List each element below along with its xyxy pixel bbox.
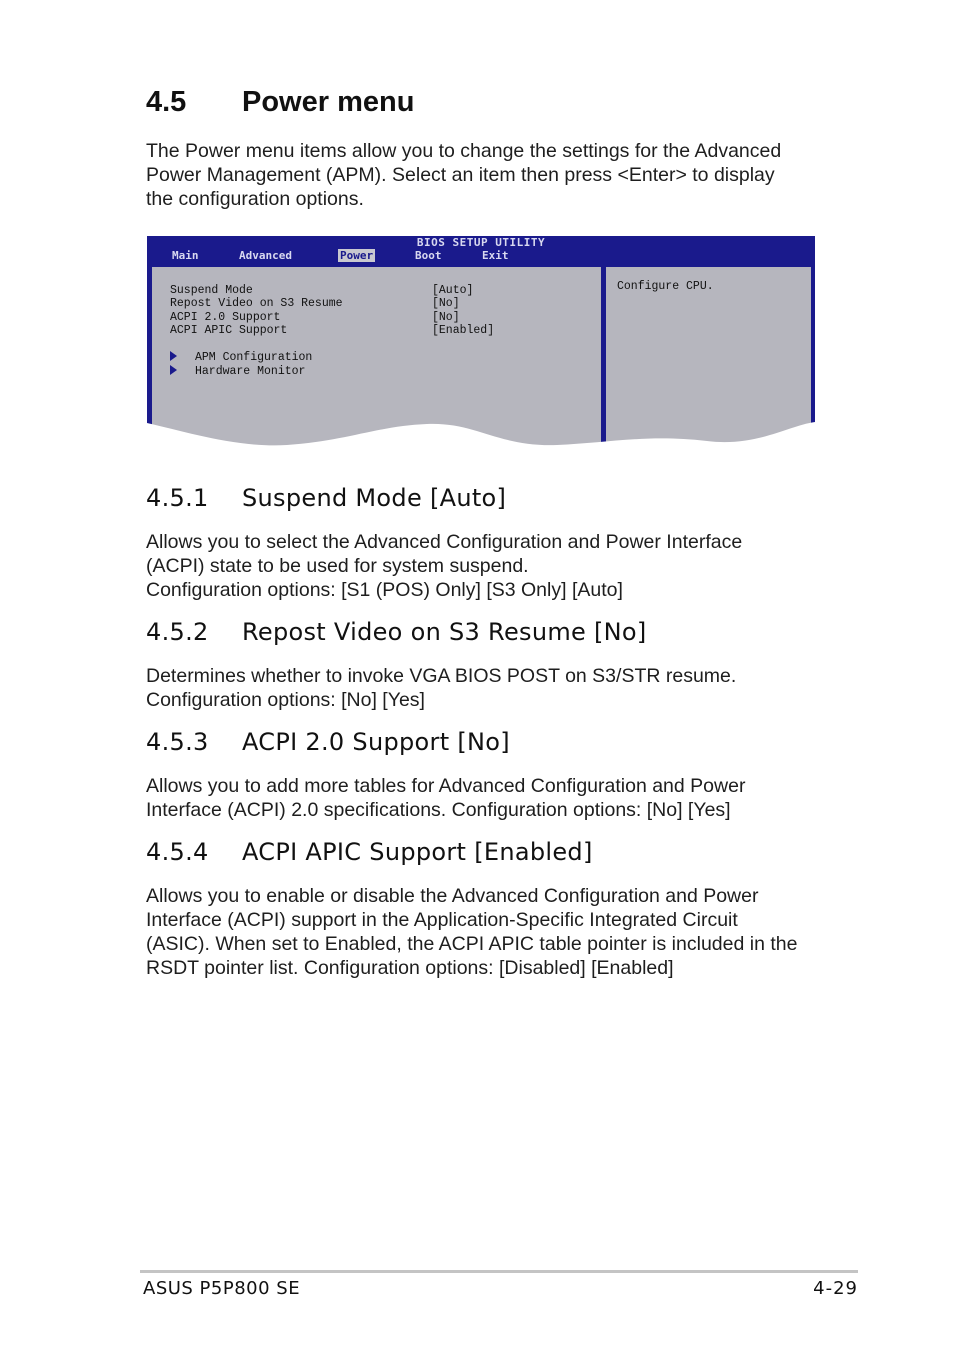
bios-item-value[interactable]: [No] (432, 297, 460, 310)
subsection-title: ACPI APIC Support [Enabled] (242, 838, 593, 866)
body-line: Allows you to enable or disable the Advanced Configuration and Power (146, 885, 759, 907)
bios-title: BIOS SETUP UTILITY (416, 236, 546, 249)
bios-item-value[interactable]: [No] (432, 311, 460, 324)
bios-item-label[interactable]: Repost Video on S3 Resume (170, 297, 343, 310)
subsection-title: Repost Video on S3 Resume [No] (242, 618, 647, 646)
intro-line: the configuration options. (146, 188, 364, 210)
bios-submenu-label: Hardware Monitor (195, 365, 306, 378)
subsection-number: 4.5.4 (146, 838, 209, 866)
bios-menu-boot[interactable]: Boot (415, 249, 442, 262)
bios-item-label[interactable]: ACPI APIC Support (170, 324, 288, 337)
subsection-body (146, 664, 826, 712)
body-line: (ASIC). When set to Enabled, the ACPI APIC table pointer is included in the (146, 933, 798, 955)
subsection-heading (146, 484, 506, 512)
body-line: Interface (ACPI) support in the Application-Specific Integrated Circuit (146, 909, 738, 931)
bios-item-label[interactable]: Suspend Mode (170, 284, 253, 297)
body-line: Configuration options: [S1 (POS) Only] [S3 Only] [Auto] (146, 579, 623, 601)
subsection-heading (146, 838, 593, 866)
subsection-heading (146, 728, 510, 756)
subsection-number: 4.5.3 (146, 728, 209, 756)
bios-menu-power[interactable]: Power (340, 249, 374, 262)
subsection-body (146, 884, 826, 980)
body-line: Determines whether to invoke VGA BIOS POST on S3/STR resume. (146, 665, 737, 687)
body-line: Configuration options: [No] [Yes] (146, 689, 425, 711)
subsection-title: Suspend Mode [Auto] (242, 484, 507, 512)
footer-product: ASUS P5P800 SE (143, 1278, 301, 1299)
intro-line: The Power menu items allow you to change the settings for the Advanced (146, 140, 782, 162)
bios-submenu-label: APM Configuration (195, 351, 313, 364)
footer-divider (140, 1270, 858, 1273)
bios-menu-exit[interactable]: Exit (482, 249, 509, 262)
section-title: Power menu (242, 86, 415, 118)
subsection-number: 4.5.2 (146, 618, 209, 646)
subsection-body (146, 774, 826, 822)
body-line: Allows you to add more tables for Advanced Configuration and Power (146, 775, 746, 797)
section-heading (146, 86, 414, 119)
subsection-heading (146, 618, 647, 646)
bios-screenshot (147, 236, 815, 448)
intro-line: Power Management (APM). Select an item then press <Enter> to display (146, 164, 775, 186)
subsection-number: 4.5.1 (146, 484, 209, 512)
section-intro (146, 139, 826, 211)
bios-item-value[interactable]: [Enabled] (432, 324, 495, 337)
body-line: Interface (ACPI) 2.0 specifications. Configuration options: [No] [Yes] (146, 799, 731, 821)
section-number: 4.5 (146, 86, 187, 118)
bios-help-text: Configure CPU. (617, 280, 714, 293)
subsection-title: ACPI 2.0 Support [No] (242, 728, 510, 756)
bios-menu-main[interactable]: Main (172, 249, 199, 262)
body-line: (ACPI) state to be used for system suspend. (146, 555, 529, 577)
footer-page-number: 4-29 (813, 1278, 858, 1299)
subsection-body (146, 530, 826, 602)
bios-item-label[interactable]: ACPI 2.0 Support (170, 311, 281, 324)
body-line: Allows you to select the Advanced Configuration and Power Interface (146, 531, 743, 553)
torn-edge-decoration (147, 236, 815, 448)
bios-menu-advanced[interactable]: Advanced (239, 249, 292, 262)
body-line: RSDT pointer list. Configuration options: [Disabled] [Enabled] (146, 957, 674, 979)
bios-item-value[interactable]: [Auto] (432, 284, 474, 297)
